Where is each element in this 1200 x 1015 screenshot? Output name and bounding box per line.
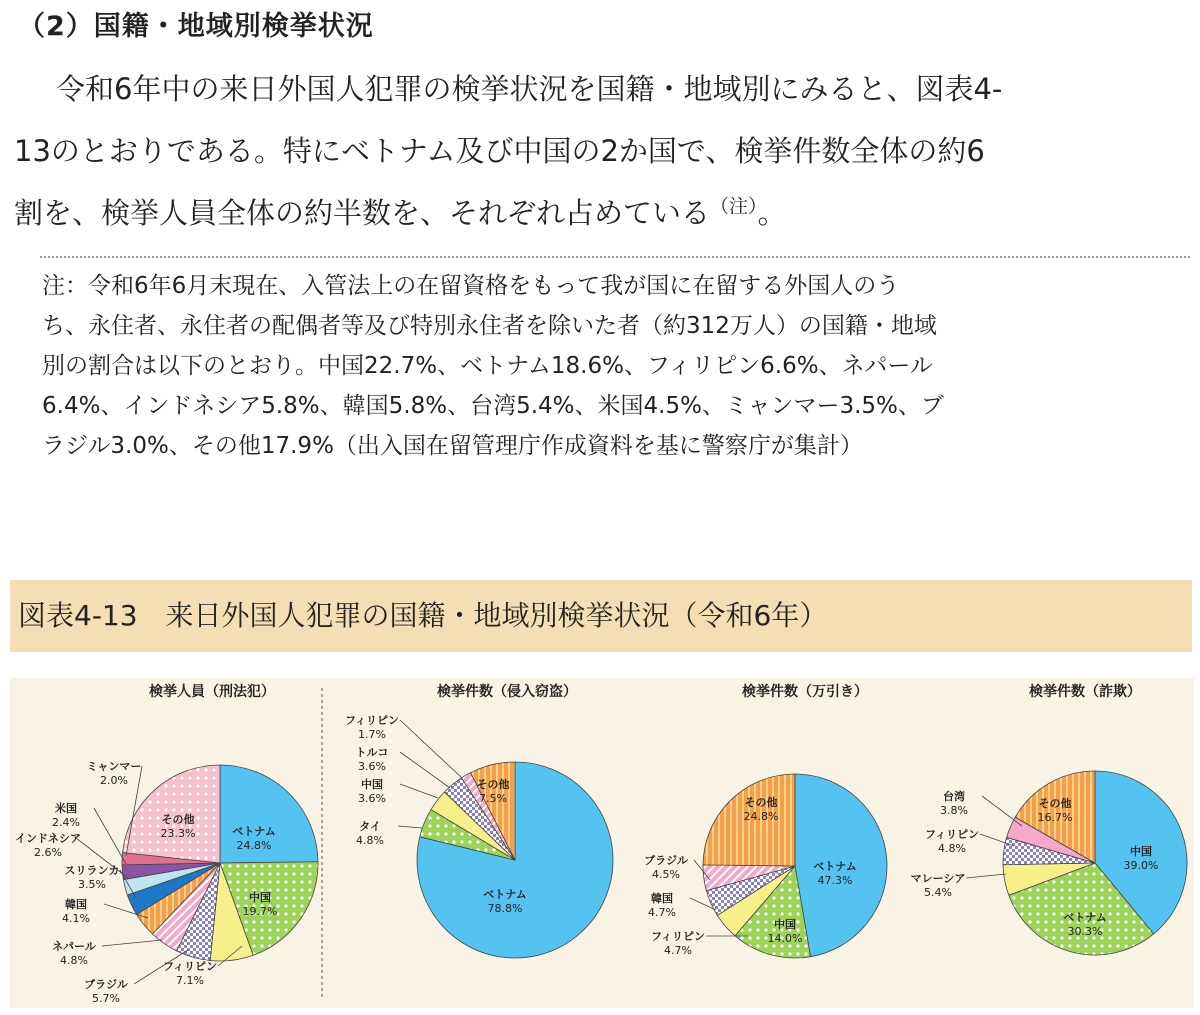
slice-label-3-4: 韓国 xyxy=(651,892,673,905)
slice-value-3-3: 4.7% xyxy=(664,944,692,957)
body-line-1: 令和6年中の来日外国人犯罪の検挙状況を国籍・地域別にみると、図表4- xyxy=(56,72,1003,106)
slice-label-1-8: インドネシア xyxy=(15,832,81,845)
slice-value-3-1: 47.3% xyxy=(817,874,853,887)
slice-value-4-3: 5.4% xyxy=(924,886,952,899)
slice-value-1-6: 4.1% xyxy=(62,912,90,925)
leader-line-4-5 xyxy=(982,796,1022,826)
slice-value-4-4: 4.8% xyxy=(938,842,966,855)
slice-value-1-7: 3.5% xyxy=(78,878,106,891)
chart-title-3: 検挙件数（万引き） xyxy=(742,684,868,700)
chart-title-4: 検挙件数（詐欺） xyxy=(1029,684,1141,700)
slice-label-1-5: ネパール xyxy=(52,940,96,953)
slice-label-2-4: トルコ xyxy=(355,746,389,759)
slice-label-1-1: ベトナム xyxy=(232,825,276,838)
figure-title: 図表4-13 来日外国人犯罪の国籍・地域別検挙状況（令和6年） xyxy=(10,580,1192,652)
slice-label-3-6: その他 xyxy=(744,796,778,809)
leader-line-2-2 xyxy=(398,826,422,828)
slice-value-3-5: 4.5% xyxy=(652,868,680,881)
body-line-3: 割を、検挙人員全体の約半数を、それぞれ占めている$^{(注)}$。 xyxy=(14,195,787,230)
body-paragraph xyxy=(14,58,1184,244)
slice-label-4-1: 中国 xyxy=(1130,845,1152,858)
slice-label-4-6: その他 xyxy=(1038,797,1072,810)
slice-value-4-6: 16.7% xyxy=(1037,811,1073,824)
leader-line-4-3 xyxy=(966,874,1006,878)
slice-label-1-2: 中国 xyxy=(249,891,271,904)
note-line-5: ラジル3.0%、その他17.9%（出入国在留管理庁作成資料を基に警察庁が集計） xyxy=(42,433,863,459)
slice-label-2-5: フィリピン xyxy=(344,714,400,727)
note-line-2: ち、永住者、永住者の配偶者等及び特別永住者を除いた者（約312万人）の国籍・地域 xyxy=(42,313,937,339)
footnote-mark: （注） xyxy=(710,195,758,218)
slice-value-2-6: 7.5% xyxy=(479,792,507,805)
slice-value-4-1: 39.0% xyxy=(1123,859,1159,872)
leader-line-2-5 xyxy=(400,720,462,778)
slice-label-4-5: 台湾 xyxy=(943,790,965,803)
body-line-2: 13のとおりである。特にベトナム及び中国の2か国で、検挙件数全体の約6 xyxy=(14,134,985,168)
slice-label-3-3: フィリピン xyxy=(650,930,706,943)
slice-value-1-2: 19.7% xyxy=(242,905,278,918)
slice-label-2-3: 中国 xyxy=(361,778,383,791)
slice-value-2-1: 78.8% xyxy=(487,902,523,915)
slice-value-2-4: 3.6% xyxy=(358,760,386,773)
leader-line-2-3 xyxy=(400,784,438,798)
slice-label-3-1: ベトナム xyxy=(813,860,857,873)
slice-label-1-6: 韓国 xyxy=(65,898,87,911)
slice-label-1-4: ブラジル xyxy=(84,978,128,991)
slice-value-1-5: 4.8% xyxy=(60,954,88,967)
slice-label-1-9: 米国 xyxy=(55,802,77,815)
slice-value-3-4: 4.7% xyxy=(648,906,676,919)
pie-charts xyxy=(10,678,1194,1008)
slice-label-3-2: 中国 xyxy=(774,918,796,931)
slice-label-2-2: タイ xyxy=(359,820,381,833)
chart-title-2: 検挙件数（侵入窃盗） xyxy=(437,684,577,700)
slice-label-4-3: マレーシア xyxy=(910,872,966,885)
slice-value-1-3: 7.1% xyxy=(176,974,204,987)
chart-title-1: 検挙人員（刑法犯） xyxy=(149,684,275,700)
slice-value-3-6: 24.8% xyxy=(743,810,779,823)
slice-label-1-11: その他 xyxy=(161,813,195,826)
slice-value-1-4: 5.7% xyxy=(92,992,120,1005)
note-line-4: 6.4%、インドネシア5.8%、韓国5.8%、台湾5.4%、米国4.5%、ミャンマー3.5%、ブ xyxy=(42,393,944,419)
note-line-3: 別の割合は以下のとおり。中国22.7%、ベトナム18.6%、フィリピン6.6%、ネパール xyxy=(42,353,933,379)
slice-value-1-11: 23.3% xyxy=(160,827,196,840)
note-divider xyxy=(40,256,1190,258)
slice-value-1-10: 2.0% xyxy=(100,774,128,787)
slice-value-1-9: 2.4% xyxy=(52,816,80,829)
slice-value-3-2: 14.0% xyxy=(767,932,803,945)
slice-value-2-5: 1.7% xyxy=(358,728,386,741)
slice-value-1-8: 2.6% xyxy=(34,846,62,859)
slice-value-2-2: 4.8% xyxy=(356,834,384,847)
section-heading: （2）国籍・地域別検挙状況 xyxy=(18,11,374,42)
slice-label-2-1: ベトナム xyxy=(483,888,527,901)
note-line-1: 注：令和6年6月末現在、入管法上の在留資格をもって我が国に在留する外国人のう xyxy=(42,273,900,299)
slice-label-4-2: ベトナム xyxy=(1063,911,1107,924)
leader-line-1-5 xyxy=(102,940,162,946)
slice-label-4-4: フィリピン xyxy=(924,828,980,841)
slice-label-3-5: ブラジル xyxy=(644,854,688,867)
note-block xyxy=(42,266,1192,466)
slice-value-2-3: 3.6% xyxy=(358,792,386,805)
slice-value-4-2: 30.3% xyxy=(1067,925,1103,938)
slice-value-4-5: 3.8% xyxy=(940,804,968,817)
leader-line-2-4 xyxy=(400,752,450,788)
chart-panel xyxy=(10,678,1194,1008)
slice-label-1-3: フィリピン xyxy=(162,960,218,973)
slice-value-1-1: 24.8% xyxy=(236,839,272,852)
slice-label-1-7: スリランカ xyxy=(64,864,120,877)
slice-label-2-6: その他 xyxy=(476,778,510,791)
slice-label-1-10: ミャンマー xyxy=(86,760,142,773)
